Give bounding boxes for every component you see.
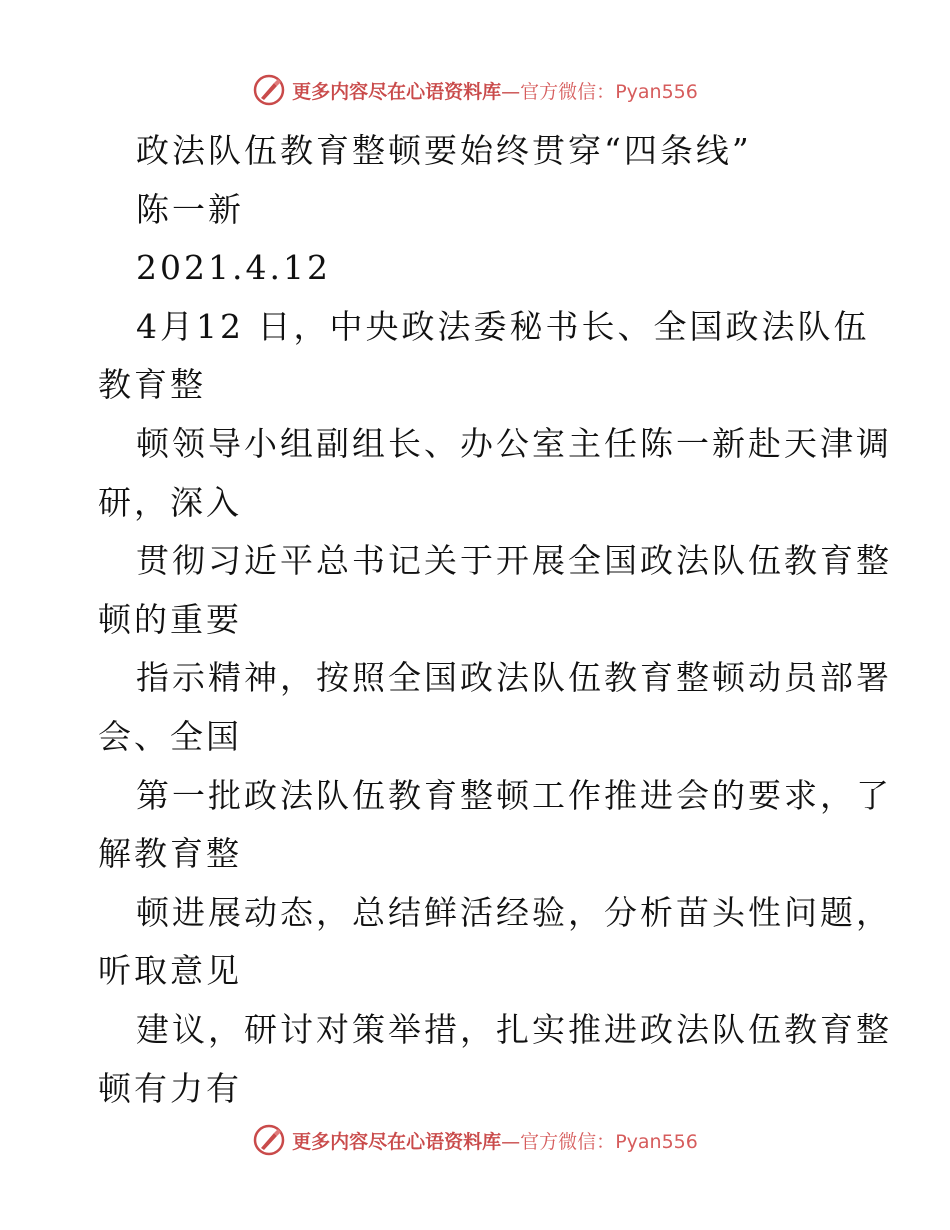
document-author: 陈一新 xyxy=(136,189,244,229)
banner-text: 更多内容尽在心语资料库—官方微信：Pyan556 xyxy=(292,1130,698,1153)
paragraph-line: 顿的重要 xyxy=(98,599,242,639)
banner-text: 更多内容尽在心语资料库—官方微信：Pyan556 xyxy=(292,80,698,103)
document-date: 2021.4.12 xyxy=(136,248,331,288)
paragraph-line: 第一批政法队伍教育整顿工作推进会的要求，了 xyxy=(136,775,892,815)
paragraph-line: 顿领导小组副组长、办公室主任陈一新赴天津调 xyxy=(136,423,892,463)
paragraph-line: 顿有力有 xyxy=(98,1068,242,1108)
document-title: 政法队伍教育整顿要始终贯穿“四条线” xyxy=(136,131,752,170)
paragraph-line: 贯彻习近平总书记关于开展全国政法队伍教育整 xyxy=(136,541,892,581)
paragraph-line: 顿进展动态，总结鲜活经验，分析苗头性问题， xyxy=(136,892,892,932)
footer-watermark-banner xyxy=(0,1120,950,1160)
paragraph-line: 听取意见 xyxy=(98,951,242,991)
paragraph-line: 会、全国 xyxy=(98,716,242,756)
paragraph-line: 建议，研讨对策举措，扎实推进政法队伍教育整 xyxy=(136,1009,892,1049)
paragraph-line: 解教育整 xyxy=(98,834,242,874)
document-body xyxy=(98,122,892,1118)
paragraph-line: 指示精神，按照全国政法队伍教育整顿动员部署 xyxy=(136,658,892,698)
header-watermark-banner xyxy=(0,70,950,110)
paragraph-line: 研，深入 xyxy=(98,482,242,522)
pen-circle-logo-icon xyxy=(252,73,286,107)
paragraph-line: 教育整 xyxy=(98,365,206,405)
pen-circle-logo-icon xyxy=(252,1123,286,1157)
paragraph-line: 4月12 日，中央政法委秘书长、全国政法队伍 xyxy=(136,306,870,346)
